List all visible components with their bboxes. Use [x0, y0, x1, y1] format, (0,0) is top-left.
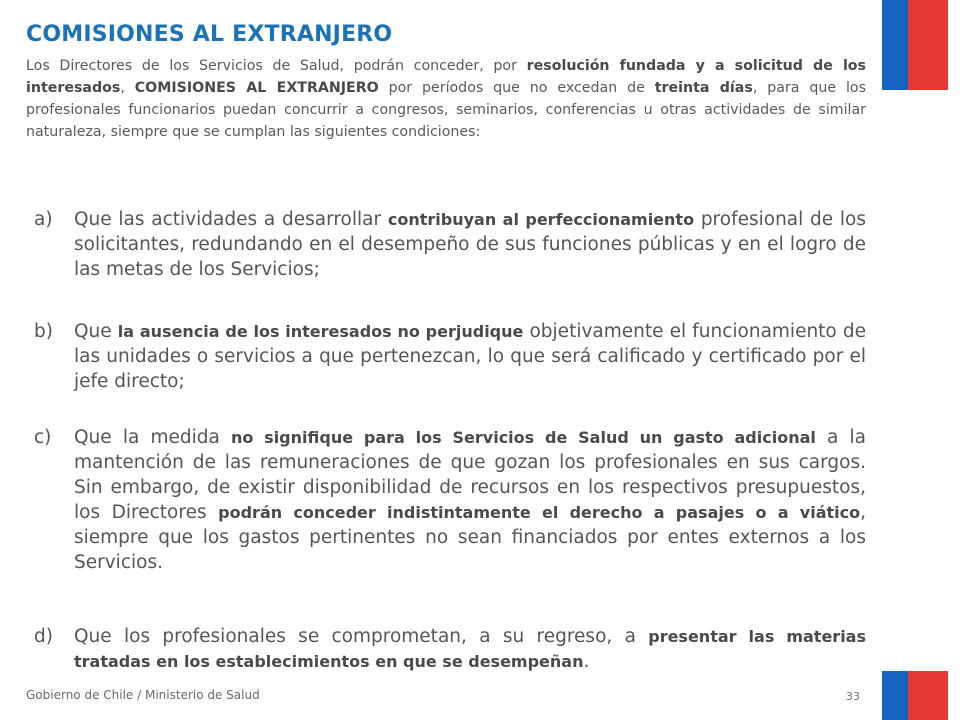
intro-text-3: por períodos que no excedan de [378, 80, 655, 96]
item-text-1: Que las actividades a desarrollar [74, 209, 388, 230]
intro-bold-3: treinta días [654, 80, 753, 96]
item-bold-1: no signifique para los Servicios de Salud un gasto adicional [230, 428, 816, 447]
page-number: 33 [846, 690, 860, 703]
chile-flag-bottom [882, 671, 948, 720]
item-text-2: . [583, 651, 590, 672]
flag-blue-stripe [882, 671, 908, 720]
intro-text-1: Los Directores de los Servicios de Salud, podrán conceder, por [26, 58, 527, 74]
item-text [74, 624, 866, 674]
intro-text-2: , [120, 80, 135, 96]
item-label: a) [34, 209, 53, 230]
item-bold-1: contribuyan al perfeccionamiento [387, 210, 695, 229]
condition-item-d [34, 624, 866, 674]
condition-item-a [34, 207, 866, 282]
flag-red-stripe [908, 671, 948, 720]
page-title: COMISIONES AL EXTRANJERO [26, 22, 393, 47]
item-text-2: a la mantención de las remuneraciones de que gozan los profesionales en sus cargos. Sin embargo, de existir disponibilidad de recursos en los respectivos presupuestos, los Directores [74, 427, 866, 523]
item-text [74, 319, 866, 394]
item-text [74, 425, 866, 575]
item-bold-1: presentar las materias tratadas en los establecimientos en que se desempeñan [74, 627, 867, 671]
item-label: b) [34, 321, 53, 342]
item-text [74, 207, 866, 282]
item-label: c) [34, 427, 52, 448]
flag-red-stripe [908, 0, 948, 90]
item-bold-1: la ausencia de los interesados no perjudique [117, 322, 524, 341]
item-text-1: Que los profesionales se comprometan, a su regreso, a [74, 626, 649, 647]
item-label: d) [34, 626, 53, 647]
item-text-3: , siempre que los gastos pertinentes no sean financiados por entes externos a los Servicios. [74, 502, 866, 573]
item-text-1: Que [74, 321, 118, 342]
flag-blue-stripe [882, 0, 908, 90]
intro-bold-1: resolución fundada y a solicitud de los interesados [26, 58, 866, 96]
item-bold-2: podrán conceder indistintamente el derecho a pasajes o a viático [218, 503, 861, 522]
item-text-1: Que la medida [74, 427, 231, 448]
intro-bold-2: COMISIONES AL EXTRANJERO [134, 80, 379, 96]
footer-ministry: Gobierno de Chile / Ministerio de Salud [26, 688, 260, 702]
intro-text-4: , para que los profesionales funcionarios puedan concurrir a congresos, seminarios, conferencias u otras actividades de similar naturaleza, siempre que se cumplan las siguientes condiciones: [26, 80, 866, 140]
item-text-2: objetivamente el funcionamiento de las unidades o servicios a que pertenezcan, lo que será calificado y certificado por el jefe directo; [74, 321, 866, 392]
item-text-2: profesional de los solicitantes, redundando en el desempeño de sus funciones públicas y en el logro de las metas de los Servicios; [74, 209, 867, 280]
condition-item-c [34, 425, 866, 575]
intro-paragraph [26, 55, 866, 143]
condition-item-b [34, 319, 866, 394]
chile-flag-top [882, 0, 948, 90]
